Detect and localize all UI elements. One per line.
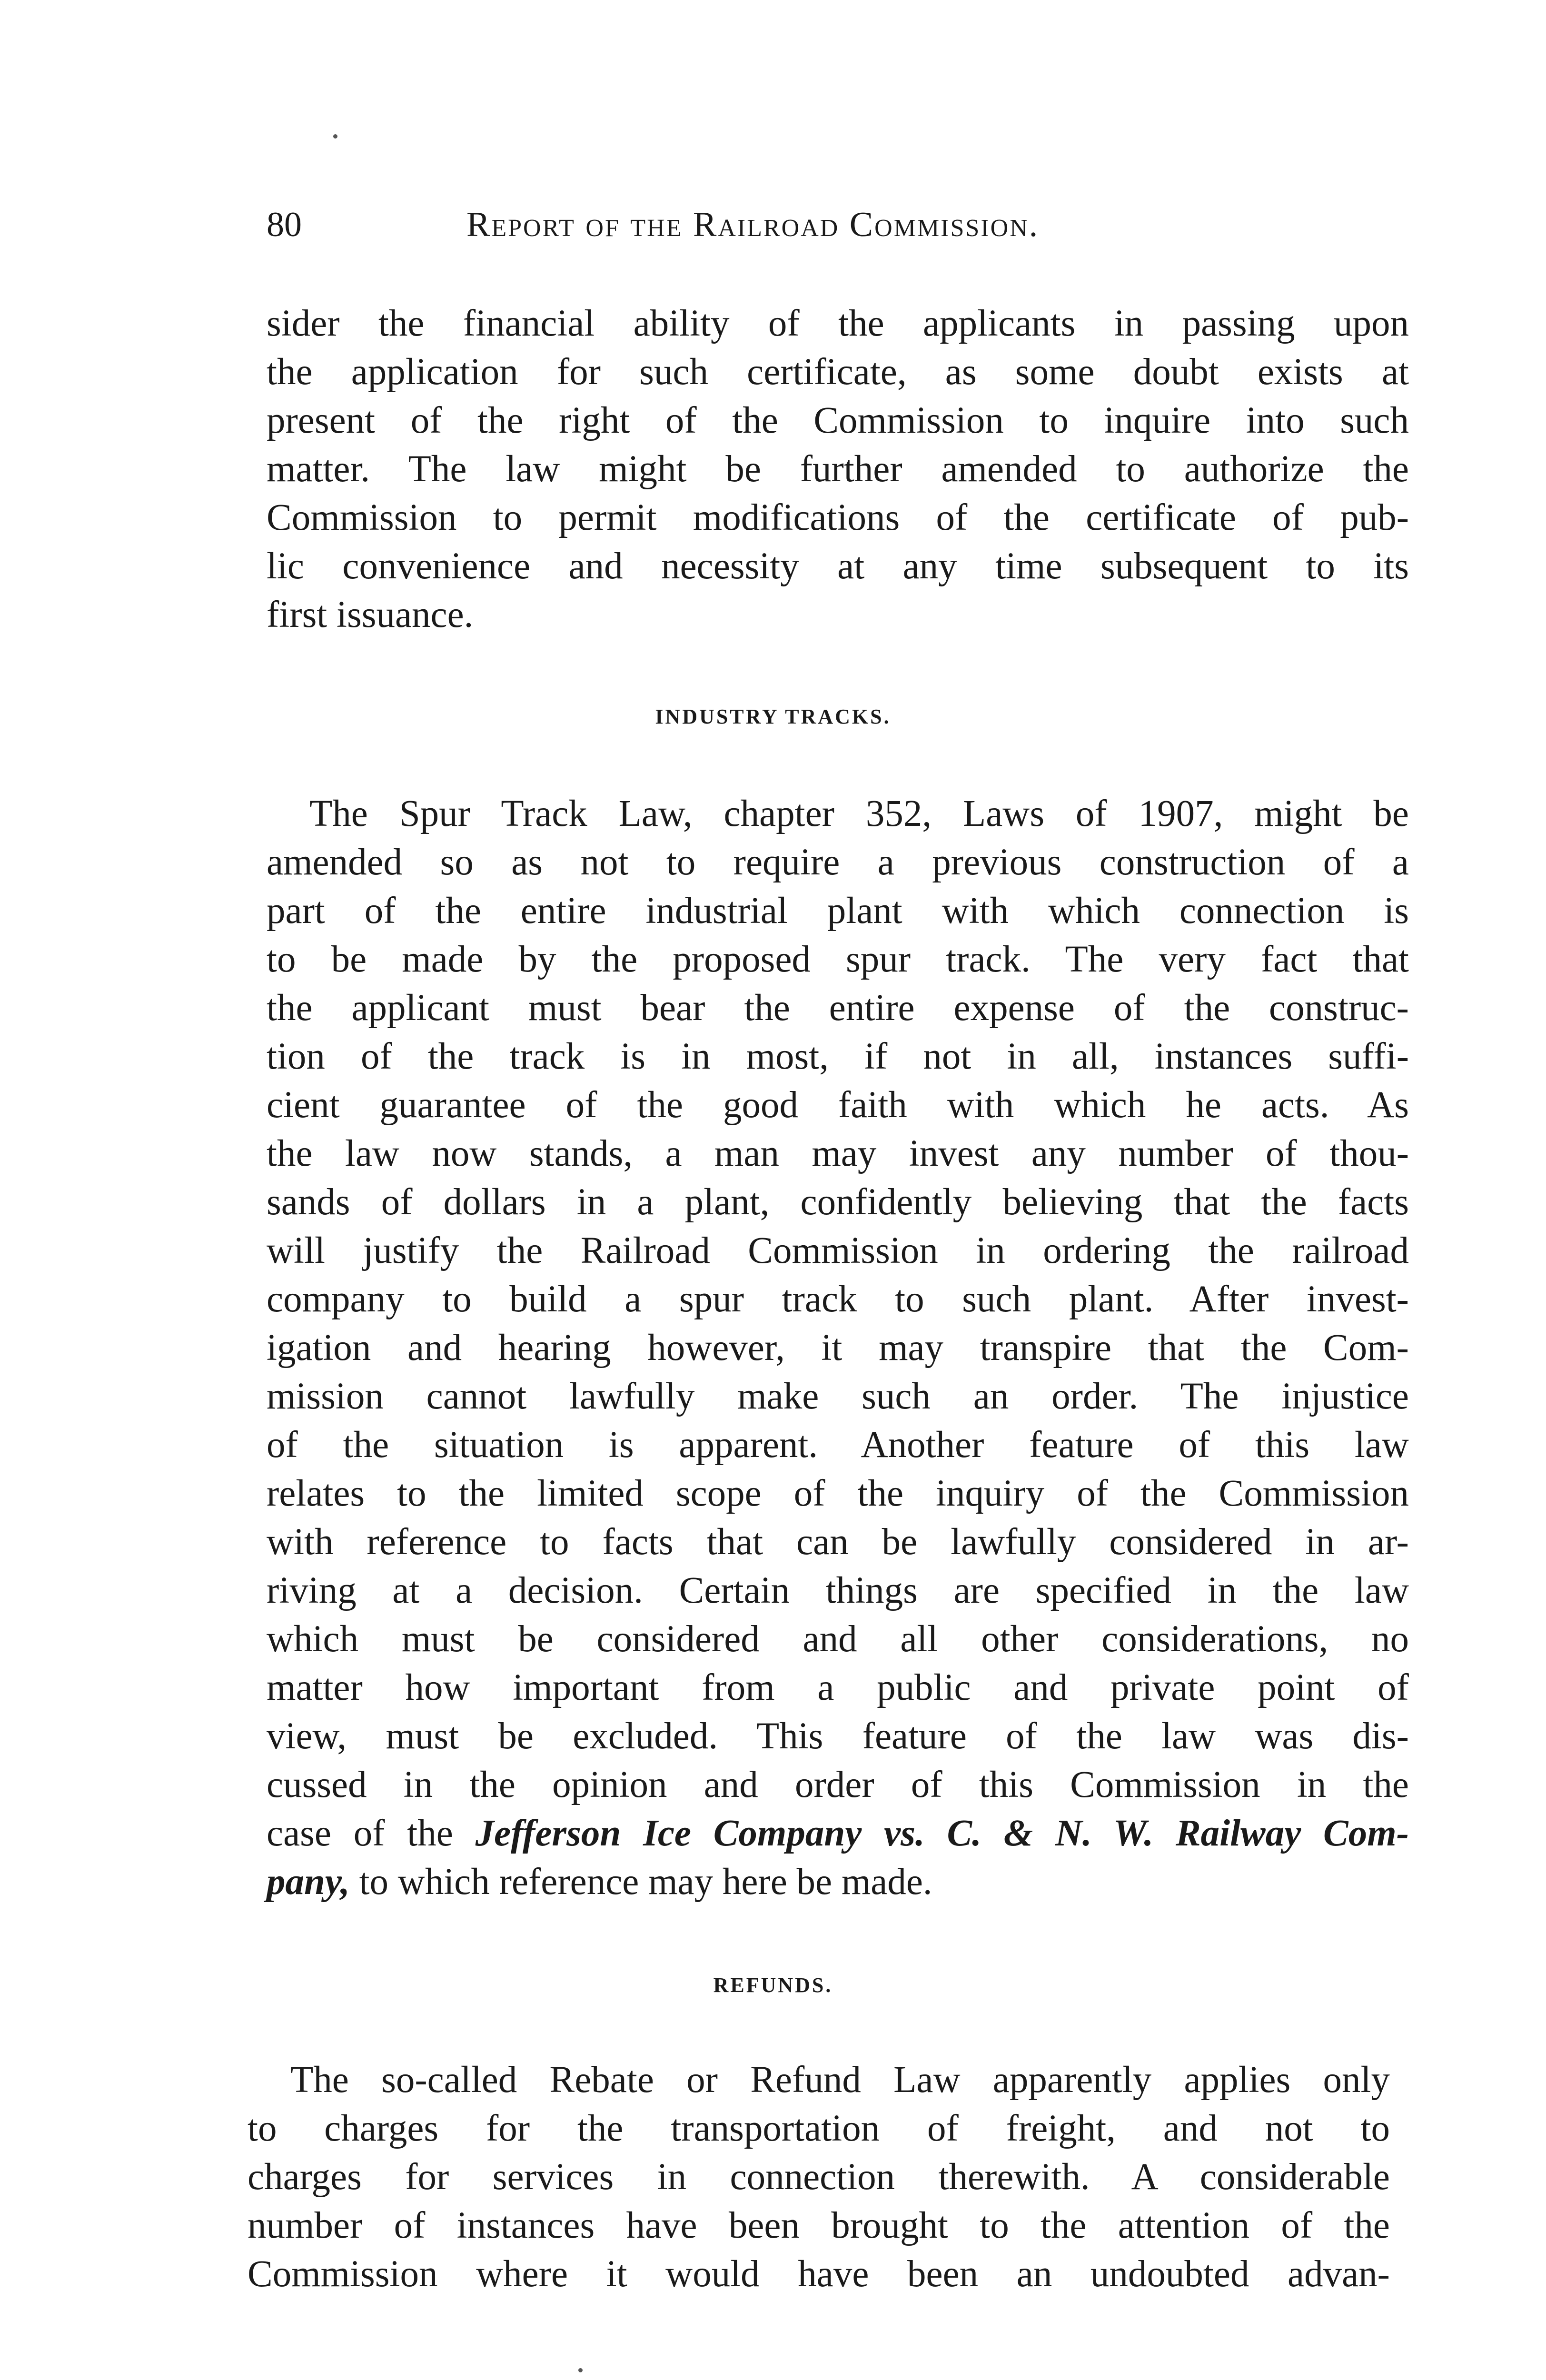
case-line-prefix: case of the	[267, 1813, 476, 1854]
text-line: cussed in the opinion and order of this Commission in the	[267, 1764, 1409, 1805]
text-line	[267, 1858, 1409, 1906]
text-line: number of instances have been brought to the attention of the	[248, 2205, 1390, 2246]
case-name-end: pany,	[267, 1861, 350, 1903]
text-line: sands of dollars in a plant, confidently believing that the facts	[267, 1181, 1409, 1223]
case-name: Jefferson Ice Company vs. C. & N. W. Railway Com-	[475, 1813, 1409, 1854]
text-line: relates to the limited scope of the inquiry of the Commission	[267, 1473, 1409, 1514]
text-line: sider the financial ability of the applicants in passing upon	[267, 303, 1409, 344]
text-line: the law now stands, a man may invest any number of thou-	[267, 1133, 1409, 1174]
text-line: will justify the Railroad Commission in ordering the railroad	[267, 1230, 1409, 1271]
text-line: matter how important from a public and private point of	[267, 1667, 1409, 1708]
text-line: charges for services in connection therewith. A considerable	[248, 2156, 1390, 2198]
text-line: The Spur Track Law, chapter 352, Laws of 1907, might be	[309, 793, 1409, 834]
text-line: igation and hearing however, it may transpire that the Com-	[267, 1327, 1409, 1368]
final-line-rest: to which reference may here be made.	[349, 1861, 932, 1903]
text-line: riving at a decision. Certain things are specified in the law	[267, 1570, 1409, 1611]
stray-ink-mark	[578, 2368, 583, 2372]
text-line: the applicant must bear the entire expense of the construc-	[267, 987, 1409, 1029]
case-citation-line	[267, 1810, 1409, 1857]
text-line: to be made by the proposed spur track. The very fact that	[267, 939, 1409, 980]
text-line: present of the right of the Commission to inquire into such	[267, 400, 1409, 441]
text-line: company to build a spur track to such plant. After invest-	[267, 1279, 1409, 1320]
stray-ink-mark	[333, 134, 337, 139]
text-line: The so-called Rebate or Refund Law apparently applies only	[290, 2059, 1390, 2101]
text-line: first issuance.	[267, 594, 474, 635]
text-line: with reference to facts that can be lawfully considered in ar-	[267, 1521, 1409, 1563]
text-line: part of the entire industrial plant with which connection is	[267, 890, 1409, 932]
text-line: cient guarantee of the good faith with which he acts. As	[267, 1084, 1409, 1126]
section-heading-refunds: REFUNDS.	[713, 1973, 833, 1997]
text-line: matter. The law might be further amended to authorize the	[267, 448, 1409, 490]
text-line: to charges for the transportation of freight, and not to	[248, 2108, 1390, 2149]
text-line: Commission to permit modifications of the certificate of pub-	[267, 497, 1409, 538]
text-line: view, must be excluded. This feature of the law was dis-	[267, 1716, 1409, 1757]
page-number: 80	[267, 205, 302, 244]
text-line: which must be considered and all other considerations, no	[267, 1618, 1409, 1660]
text-line: mission cannot lawfully make such an order. The injustice	[267, 1376, 1409, 1417]
text-line: tion of the track is in most, if not in all, instances suffi-	[267, 1036, 1409, 1077]
text-line: Commission where it would have been an undoubted advan-	[248, 2253, 1390, 2295]
text-line: lic convenience and necessity at any time subsequent to its	[267, 545, 1409, 587]
text-line: amended so as not to require a previous construction of a	[267, 842, 1409, 883]
text-line: the application for such certificate, as some doubt exists at	[267, 351, 1409, 393]
section-heading-industry-tracks: INDUSTRY TRACKS.	[655, 705, 891, 728]
running-title: Report of the Railroad Commission.	[466, 205, 1040, 244]
text-line: of the situation is apparent. Another feature of this law	[267, 1424, 1409, 1466]
page-header	[267, 205, 1428, 257]
